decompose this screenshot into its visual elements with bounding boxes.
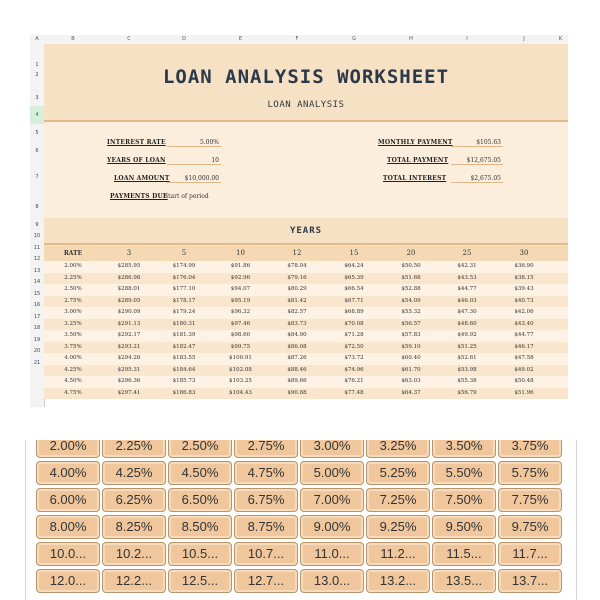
rate-cell[interactable]: 2.75% (64, 297, 82, 304)
payment-cell[interactable]: $97.46 (230, 320, 251, 327)
table-header-row (44, 246, 568, 261)
page-title: LOAN ANALYSIS WORKSHEET (162, 66, 450, 88)
rate-option[interactable]: 7.50% (432, 488, 496, 512)
loan-amount-value[interactable]: $10,000.00 (167, 175, 221, 183)
payment-cell[interactable]: $179.24 (172, 309, 196, 315)
rate-cell[interactable]: 2.25% (64, 274, 82, 281)
column-header[interactable]: J (523, 36, 525, 42)
payment-cell[interactable]: $55.32 (401, 309, 421, 315)
rate-option[interactable]: 8.50% (168, 515, 232, 539)
column-header[interactable]: D (182, 36, 186, 42)
column-header[interactable]: K (558, 36, 563, 42)
table-row (44, 330, 568, 342)
row-header[interactable]: 15 (33, 290, 41, 297)
payment-cell[interactable]: $48.60 (457, 320, 477, 327)
years-header-section (44, 218, 568, 246)
column-header[interactable]: A (35, 36, 39, 42)
rate-cell[interactable]: 2.00% (64, 263, 82, 269)
payment-cell[interactable]: $182.47 (172, 343, 196, 350)
rate-option[interactable]: 8.25% (102, 515, 166, 539)
payment-cell[interactable]: $98.60 (230, 332, 251, 338)
table-header-cell: 30 (519, 249, 529, 257)
payments-due-value[interactable]: Start of period (164, 193, 209, 200)
row-header[interactable]: 18 (33, 325, 41, 331)
payment-cell[interactable]: $71.28 (344, 332, 364, 338)
table-row (44, 261, 568, 273)
payment-cell[interactable]: $80.29 (287, 286, 307, 292)
rate-option[interactable]: 2.00% (36, 440, 100, 458)
rate-option[interactable]: 5.25% (366, 461, 430, 485)
row-header[interactable]: 9 (35, 222, 39, 228)
table-header-cell: 15 (349, 249, 359, 257)
rate-option[interactable]: 3.75% (498, 440, 562, 458)
payment-cell[interactable]: $289.05 (117, 297, 141, 304)
payment-cell[interactable]: $102.08 (229, 366, 252, 373)
payment-cell[interactable]: $51.96 (514, 389, 534, 396)
payment-cell[interactable]: $42.31 (457, 263, 477, 269)
monthly-payment-value: $105.63 (451, 139, 503, 147)
row-header[interactable]: 7 (35, 174, 39, 180)
payment-cell[interactable]: $63.03 (401, 378, 421, 384)
column-header[interactable]: H (409, 36, 413, 42)
table-row (44, 307, 568, 319)
payment-cell[interactable]: $89.66 (287, 378, 307, 384)
payment-cell[interactable]: $295.31 (117, 366, 141, 373)
payment-cell[interactable]: $77.48 (344, 389, 364, 396)
payment-cell[interactable]: $88.46 (287, 366, 307, 373)
payment-cell[interactable]: $185.73 (172, 378, 196, 384)
rate-option[interactable]: 2.25% (102, 440, 166, 458)
row-header[interactable]: 4 (30, 106, 44, 124)
years-of-loan-value[interactable]: 10 (167, 157, 221, 165)
rate-option[interactable]: 6.75% (234, 488, 298, 512)
payment-cell[interactable]: $82.57 (287, 309, 307, 315)
rate-option[interactable]: 10.7... (234, 542, 298, 566)
rate-cell[interactable]: 3.00% (64, 309, 82, 315)
payment-cell[interactable]: $59.10 (401, 343, 421, 350)
payment-cell[interactable]: $52.61 (457, 355, 477, 361)
rate-option[interactable]: 9.50% (432, 515, 496, 539)
payment-cell[interactable]: $94.07 (230, 286, 251, 292)
table-row (44, 273, 568, 285)
payment-cell[interactable]: $84.90 (287, 332, 307, 338)
payment-table (44, 246, 568, 407)
payment-cell[interactable]: $177.10 (172, 286, 196, 292)
payment-cell[interactable]: $81.42 (287, 297, 307, 304)
payment-cell[interactable]: $96.32 (230, 309, 251, 315)
column-header[interactable]: B (71, 36, 75, 42)
payment-cell[interactable]: $100.91 (229, 355, 252, 361)
rate-option[interactable]: 2.50% (168, 440, 232, 458)
rate-option[interactable]: 4.00% (36, 461, 100, 485)
loan-amount-label: LOAN AMOUNT (114, 175, 170, 182)
payment-cell[interactable]: $53.98 (457, 366, 477, 373)
rate-dropdown-list[interactable] (25, 440, 577, 600)
years-divider (44, 243, 568, 245)
rate-option[interactable]: 8.00% (36, 515, 100, 539)
total-interest-value: $2,675.05 (451, 175, 503, 183)
table-row (44, 376, 568, 388)
rate-option[interactable]: 9.00% (300, 515, 364, 539)
interest-rate-value[interactable]: 5.00% (167, 139, 221, 147)
rate-option[interactable]: 5.75% (498, 461, 562, 485)
rate-option[interactable]: 11.2... (366, 542, 430, 566)
rate-option[interactable]: 12.5... (168, 569, 232, 593)
payment-cell[interactable]: $92.96 (230, 274, 251, 281)
total-payment-label: TOTAL PAYMENT (387, 157, 449, 164)
payment-cell[interactable]: $57.83 (401, 332, 421, 338)
rate-cell[interactable]: 4.00% (64, 355, 82, 361)
column-header[interactable]: F (295, 36, 299, 42)
table-header-cell: 3 (126, 249, 132, 257)
table-header-cell: 5 (181, 249, 187, 257)
payment-cell[interactable]: $79.16 (287, 274, 307, 281)
row-header[interactable]: 1 (35, 62, 39, 68)
table-row (44, 319, 568, 331)
total-interest-label: TOTAL INTEREST (383, 175, 447, 182)
row-header[interactable]: 16 (33, 302, 41, 308)
rate-option[interactable]: 6.25% (102, 488, 166, 512)
payment-cell[interactable]: $288.01 (117, 286, 141, 292)
payment-cell[interactable]: $294.26 (117, 355, 141, 361)
payment-cell[interactable]: $297.41 (117, 389, 141, 396)
payment-cell[interactable]: $54.09 (401, 297, 421, 304)
table-row (44, 296, 568, 308)
rate-option[interactable]: 3.00% (300, 440, 364, 458)
payment-cell[interactable]: $296.36 (117, 378, 141, 384)
rate-option[interactable]: 3.50% (432, 440, 496, 458)
rate-option[interactable]: 10.0... (36, 542, 100, 566)
payment-cell[interactable]: $65.39 (344, 274, 364, 281)
years-of-loan-label: YEARS OF LOAN (107, 157, 166, 164)
payment-cell[interactable]: $183.55 (172, 355, 196, 361)
payment-cell[interactable]: $91.86 (230, 263, 251, 269)
payment-cell[interactable]: $49.02 (514, 366, 534, 373)
rate-option[interactable]: 3.25% (366, 440, 430, 458)
payment-cell[interactable]: $44.77 (457, 286, 477, 292)
rate-cell[interactable]: 3.50% (64, 332, 82, 338)
rate-option[interactable]: 6.00% (36, 488, 100, 512)
table-header-cell: 10 (236, 249, 245, 257)
row-header[interactable]: 13 (33, 267, 41, 274)
loan-inputs-section (44, 122, 568, 218)
rate-option[interactable]: 8.75% (234, 515, 298, 539)
payment-cell[interactable]: $291.13 (117, 320, 141, 327)
payment-cell[interactable]: $87.26 (287, 355, 307, 361)
payment-cell[interactable]: $74.96 (344, 366, 364, 373)
payment-cell[interactable]: $86.08 (287, 343, 307, 350)
row-header[interactable]: 17 (33, 313, 41, 320)
payment-cell[interactable]: $83.73 (287, 320, 307, 327)
rate-option[interactable]: 13.0... (300, 569, 364, 593)
payment-cell[interactable]: $103.25 (229, 378, 252, 384)
rate-option[interactable]: 4.75% (234, 461, 298, 485)
payment-cell[interactable]: $181.39 (172, 332, 196, 338)
table-header-cell: 20 (406, 249, 416, 257)
payment-cell[interactable]: $44.77 (514, 332, 534, 338)
payment-cell[interactable]: $36.90 (514, 263, 534, 269)
rate-option[interactable]: 11.7... (498, 542, 562, 566)
payment-cell[interactable]: $46.17 (514, 343, 534, 350)
table-row (44, 353, 568, 365)
row-header[interactable]: 14 (33, 279, 41, 285)
payment-cell[interactable]: $42.06 (514, 309, 534, 315)
row-header[interactable]: 6 (35, 148, 39, 154)
row-header[interactable]: 19 (33, 336, 41, 343)
table-row (44, 342, 568, 354)
table-row (44, 284, 568, 296)
column-header[interactable]: G (352, 36, 356, 42)
row-header[interactable]: 20 (33, 348, 41, 354)
rate-option[interactable]: 11.0... (300, 542, 364, 566)
rate-option[interactable]: 4.25% (102, 461, 166, 485)
payment-cell[interactable]: $50.50 (401, 263, 421, 269)
interest-rate-label: INTEREST RATE (107, 139, 166, 146)
payment-cell[interactable]: $56.57 (401, 320, 421, 327)
rate-option[interactable]: 4.50% (168, 461, 232, 485)
rate-cell[interactable]: 4.50% (64, 378, 82, 384)
payment-cell[interactable]: $38.15 (514, 274, 534, 281)
payment-cell[interactable]: $186.83 (172, 389, 196, 396)
total-payment-value: $12,675.05 (451, 157, 503, 165)
rate-cell[interactable]: 3.25% (64, 320, 82, 327)
payment-cell[interactable]: $39.43 (514, 286, 534, 292)
payment-cell[interactable]: $104.43 (229, 389, 252, 396)
row-header[interactable]: 8 (35, 204, 39, 210)
payment-cell[interactable]: $50.48 (514, 378, 534, 384)
rate-option[interactable]: 5.00% (300, 461, 364, 485)
row-header[interactable]: 5 (35, 130, 39, 136)
rate-option[interactable]: 7.75% (498, 488, 562, 512)
payment-cell[interactable]: $61.70 (401, 366, 421, 373)
payment-cell[interactable]: $64.24 (344, 263, 364, 269)
page-subtitle: LOAN ANALYSIS (267, 100, 345, 110)
rate-option[interactable]: 9.25% (366, 515, 430, 539)
rate-cell[interactable]: 4.75% (64, 389, 82, 396)
payment-cell[interactable]: $68.89 (344, 309, 364, 315)
table-header-cell: RATE (63, 250, 83, 257)
table-row (44, 365, 568, 377)
row-header[interactable]: 21 (33, 359, 41, 366)
payment-cell[interactable]: $43.53 (457, 274, 477, 281)
column-header[interactable]: I (466, 36, 468, 42)
payment-cell[interactable]: $47.58 (514, 355, 534, 361)
payment-cell[interactable]: $90.88 (287, 389, 307, 396)
rate-cell[interactable]: 3.75% (64, 343, 82, 350)
payment-cell[interactable]: $55.38 (457, 378, 477, 384)
row-header[interactable]: 2 (35, 72, 39, 78)
payment-cell[interactable]: $76.21 (344, 378, 364, 384)
payment-cell[interactable]: $184.64 (172, 366, 196, 373)
rate-option[interactable]: 7.00% (300, 488, 364, 512)
payment-cell[interactable]: $290.09 (117, 309, 141, 315)
column-header[interactable]: C (127, 36, 131, 42)
payment-cell[interactable]: $174.99 (172, 263, 196, 269)
payment-cell[interactable]: $66.54 (344, 286, 364, 292)
row-header[interactable]: 10 (33, 233, 41, 239)
payment-cell[interactable]: $43.40 (514, 320, 534, 327)
rate-option[interactable]: 10.2... (102, 542, 166, 566)
rate-option[interactable]: 5.50% (432, 461, 496, 485)
payment-cell[interactable]: $60.40 (401, 355, 421, 361)
row-header[interactable]: 12 (33, 256, 41, 262)
payment-cell[interactable]: $178.17 (172, 297, 196, 304)
rate-option[interactable]: 12.7... (234, 569, 298, 593)
column-header[interactable]: E (238, 36, 243, 42)
rate-cell[interactable]: 4.25% (64, 366, 82, 373)
payment-cell[interactable]: $78.04 (287, 263, 307, 269)
monthly-payment-label: MONTHLY PAYMENT (378, 139, 453, 146)
payment-cell[interactable]: $56.79 (457, 389, 477, 396)
payment-cell[interactable]: $176.04 (172, 274, 196, 281)
rate-cell[interactable]: 2.50% (64, 286, 82, 292)
payment-cell[interactable]: $49.92 (457, 332, 477, 338)
payment-cell[interactable]: $70.08 (344, 320, 364, 327)
payment-cell[interactable]: $72.50 (344, 343, 364, 350)
rate-option[interactable]: 6.50% (168, 488, 232, 512)
rate-option[interactable]: 13.7... (498, 569, 562, 593)
rate-option[interactable]: 7.25% (366, 488, 430, 512)
table-row (44, 388, 568, 400)
row-header[interactable]: 11 (33, 244, 41, 251)
payment-cell[interactable]: $47.30 (457, 309, 477, 315)
rate-option[interactable]: 2.75% (234, 440, 298, 458)
row-header-bar (30, 44, 45, 407)
payment-cell[interactable]: $51.25 (457, 343, 477, 350)
payment-cell[interactable]: $46.03 (457, 297, 477, 304)
rate-option[interactable]: 10.5... (168, 542, 232, 566)
payment-cell[interactable]: $95.19 (230, 297, 251, 304)
payments-due-label: PAYMENTS DUE (110, 193, 168, 200)
row-header[interactable]: 3 (35, 95, 39, 101)
rate-option[interactable]: 13.5... (432, 569, 496, 593)
years-label: YEARS (289, 226, 323, 236)
payment-cell[interactable]: $67.71 (344, 297, 364, 304)
payment-cell[interactable]: $51.68 (401, 274, 421, 281)
payment-cell[interactable]: $73.72 (344, 355, 364, 361)
rate-option[interactable]: 11.5... (432, 542, 496, 566)
payment-cell[interactable]: $52.88 (401, 286, 421, 292)
table-header-cell: 25 (462, 249, 472, 257)
payment-cell[interactable]: $64.37 (401, 389, 421, 396)
payment-cell[interactable]: $99.75 (230, 343, 251, 350)
payment-cell[interactable]: $285.95 (117, 263, 141, 269)
payment-cell[interactable]: $293.21 (117, 343, 141, 350)
rate-option[interactable]: 13.2... (366, 569, 430, 593)
rate-option[interactable]: 12.0... (36, 569, 100, 593)
payment-cell[interactable]: $180.31 (172, 320, 196, 327)
rate-option[interactable]: 12.2... (102, 569, 166, 593)
rate-option[interactable]: 9.75% (498, 515, 562, 539)
payment-cell[interactable]: $40.73 (514, 297, 534, 304)
payment-cell[interactable]: $292.17 (117, 332, 141, 338)
payment-cell[interactable]: $286.98 (117, 274, 141, 281)
table-header-cell: 12 (292, 249, 302, 257)
spreadsheet (30, 35, 568, 407)
